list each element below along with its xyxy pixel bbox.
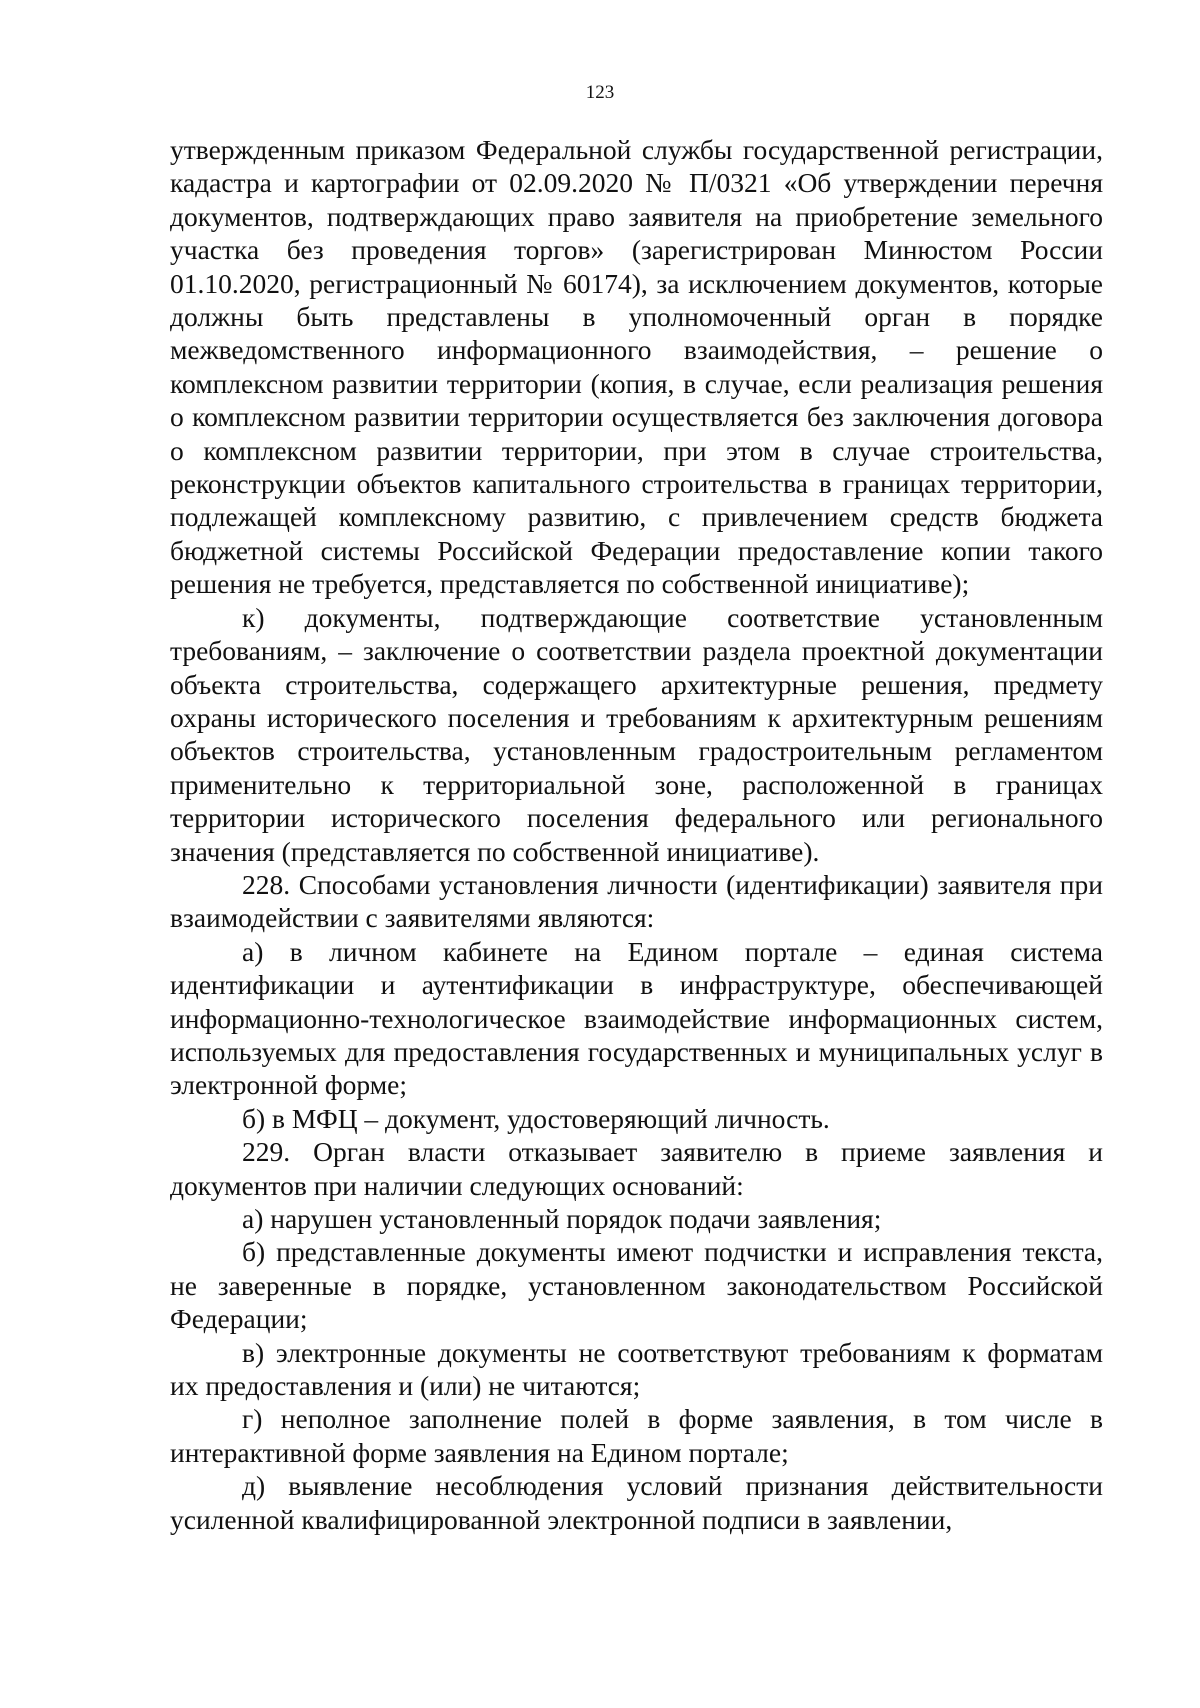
paragraph-item-k: к) документы, подтверждающие соответствие установленным требованиям, – заключение о соответствии раздела проектной документации объекта строительства, содержащего архитектурные решения, предмету охраны исторического поселения и требованиям к архитектурным решениям объектов строительства, установленным градостроительным регламентом применительно к территориальной зоне, расположенной в границах территории исторического поселения федерального или регионального значения (представляется по собственной инициативе). — [170, 601, 1103, 867]
paragraph-229-b: б) представленные документы имеют подчистки и исправления текста, не заверенные в порядке, установленном законодательством Российской Федерации; — [170, 1236, 1103, 1335]
paragraph-229: 229. Орган власти отказывает заявителю в приеме заявления и документов при наличии следующих оснований: — [170, 1136, 1103, 1201]
paragraph-continuation: утвержденным приказом Федеральной службы государственной регистрации, кадастра и картографии от 02.09.2020 № П/0321 «Об утверждении перечня документов, подтверждающих право заявителя на приобретение земельного участка без проведения торгов» (зарегистрирован Минюстом России 01.10.2020, регистрационный № 60174), за исключением документов, которые должны быть представлены в уполномоченный орган в порядке межведомственного информационного взаимодействия, – решение о комплексном развитии территории (копия, в случае, если реализация решения о комплексном развитии территории осуществляется без заключения договора о комплексном развитии территории, при этом в случае строительства, реконструкции объектов капитального строительства в границах территории, подлежащей комплексному развитию, с привлечением средств бюджета бюджетной системы Российской Федерации предоставление копии такого решения не требуется, представляется по собственной инициативе); — [170, 134, 1103, 600]
paragraph-228: 228. Способами установления личности (идентификации) заявителя при взаимодействии с заявителями являются: — [170, 868, 1103, 934]
paragraph-229-a: а) нарушен установленный порядок подачи заявления; — [242, 1203, 882, 1234]
paragraph-229-v: в) электронные документы не соответствуют требованиям к форматам их предоставления и (или) не читаются; — [170, 1336, 1103, 1402]
paragraph-229-g: г) неполное заполнение полей в форме заявления, в том числе в интерактивной форме заявления на Едином портале; — [170, 1403, 1103, 1468]
document-body — [170, 133, 1103, 1536]
page-number: 123 — [585, 82, 615, 103]
paragraph-228-a: а) в личном кабинете на Едином портале – единая система идентификации и аутентификации в инфраструктуре, обеспечивающей информационно-технологическое взаимодействие информационных систем, используемых для предоставления государственных и муниципальных услуг в электронной форме; — [170, 935, 1103, 1101]
paragraph-228-b: б) в МФЦ – документ, удостоверяющий личность. — [242, 1102, 830, 1134]
paragraph-229-d: д) выявление несоблюдения условий признания действительности усиленной квалифицированной электронной подписи в заявлении, — [170, 1470, 1103, 1535]
